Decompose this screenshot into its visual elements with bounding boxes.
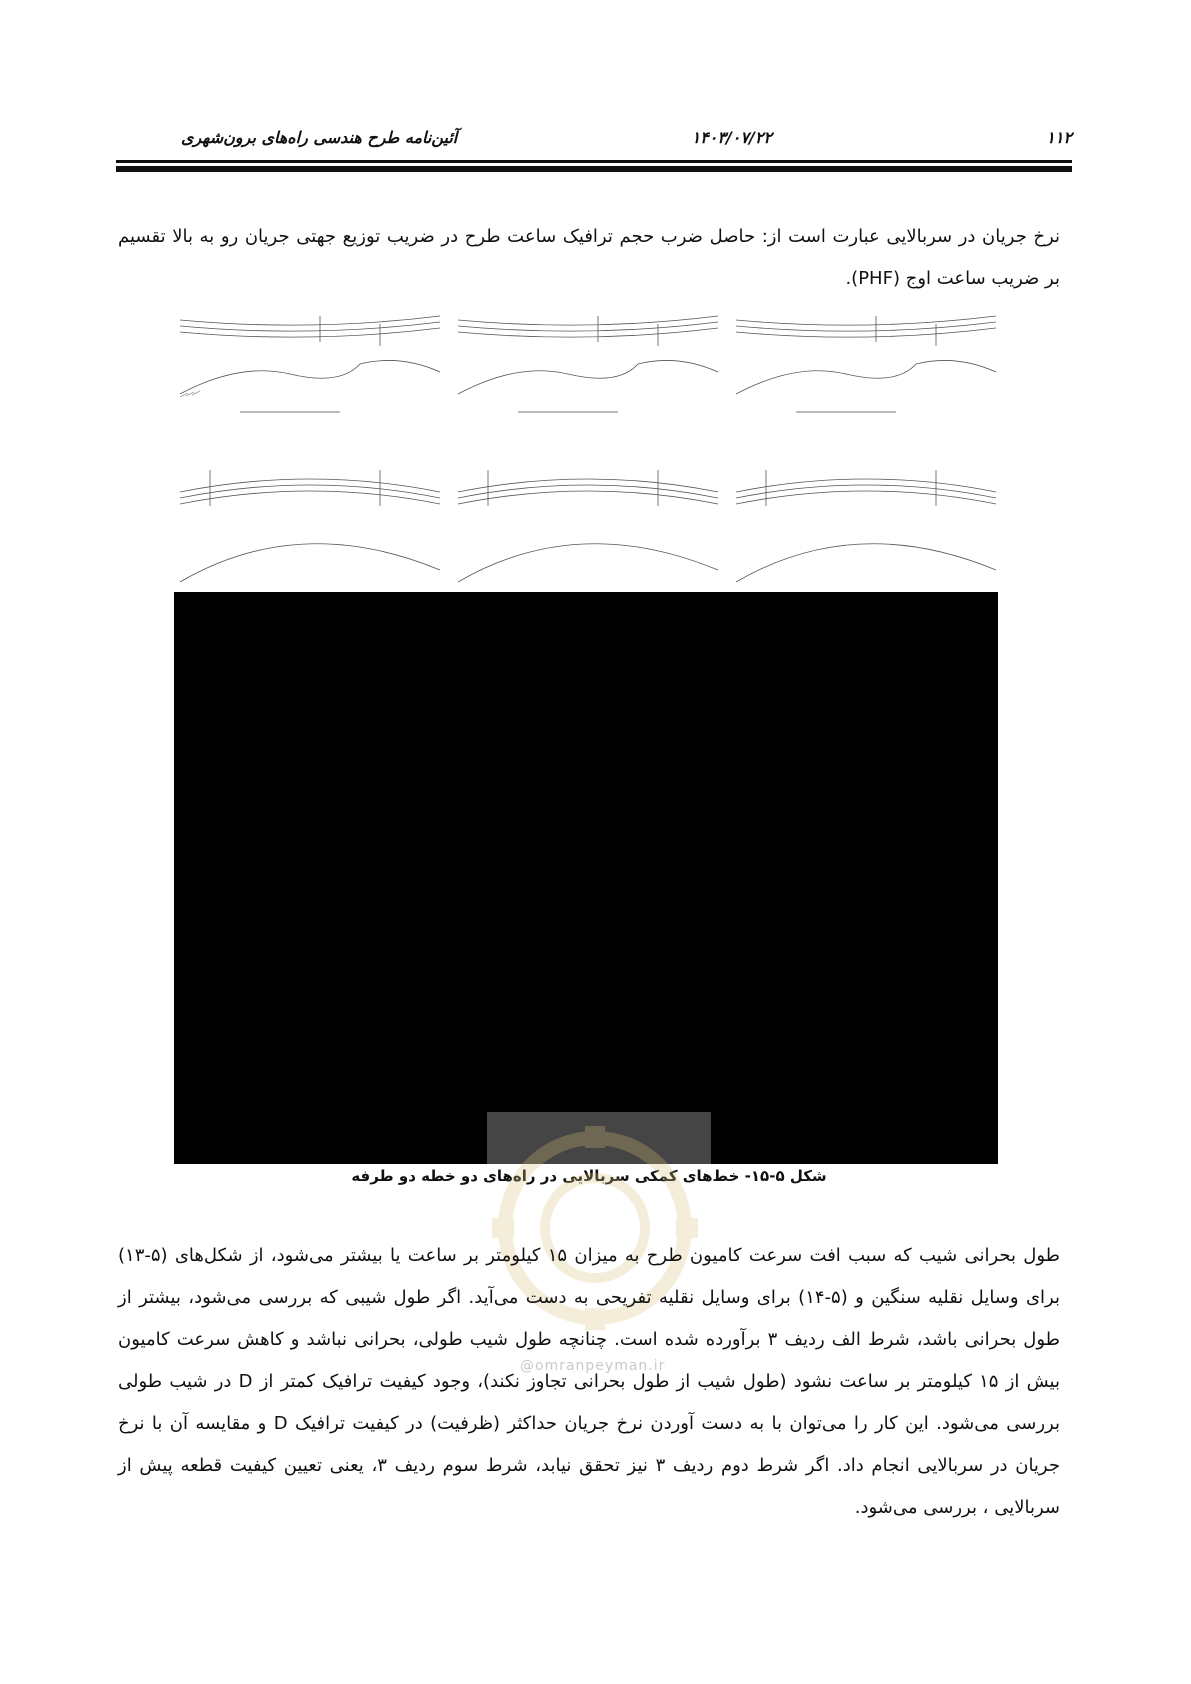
figure-sketches	[180, 302, 998, 594]
watermark-text: @omranpeyman.ir	[520, 1358, 666, 1374]
sketch-a-1	[180, 316, 440, 412]
sketch-a-3	[736, 316, 996, 412]
header-rule-thin	[116, 160, 1072, 163]
header-date: ۱۴۰۳/۰۷/۲۲	[691, 128, 772, 147]
figure-caption: شکل ۵-۱۵- خط‌های کمکی سربالایی در راه‌های دو خطه دو طرفه	[351, 1167, 827, 1185]
sketch-b-3	[736, 470, 996, 594]
running-header	[116, 128, 1072, 156]
page-number: ۱۱۲	[1046, 128, 1072, 147]
paragraph-critical-grade: طول بحرانی شیب که سبب افت سرعت کامیون طرح به میزان ۱۵ کیلومتر بر ساعت یا بیشتر می‌شود، از شکل‌های (۵-۱۳) برای وسایل نقلیه سنگین و (۵-۱۴) برای وسایل نقلیه تفریحی به دست می‌آید. اگر طول شیبی که بررسی می‌شود، بیشتر از طول بحرانی باشد، شرط الف ردیف ۳ برآورده شده است. چنانچه طول شیب طولی، بحرانی نباشد و کاهش سرعت کامیون بیش از ۱۵ کیلومتر بر ساعت نشود (طول شیب از طول بحرانی تجاوز نکند)، وجود کیفیت ترافیک کمتر از D در شیب طولی بررسی می‌شود. این کار را می‌توان با به دست آوردن نرخ جریان حداکثر (ظرفیت) در کیفیت ترافیک D و مقایسه آن با نرخ جریان در سربالایی انجام داد. اگر شرط دوم ردیف ۳ نیز تحقق نیابد، شرط سوم ردیف ۳، یعنی تعیین کیفیت قطعه پیش از سربالایی ، بررسی می‌شود.	[118, 1245, 1061, 1518]
header-title: آئین‌نامه طرح هندسی راه‌های برون‌شهری	[181, 128, 458, 147]
paragraph-flow-rate: نرخ جریان در سربالایی عبارت است از: حاصل ضرب حجم ترافیک ساعت طرح در ضریب توزیع جهتی جریان رو به بالا تقسیم بر ضریب ساعت اوج (PHF).	[118, 226, 1060, 289]
header-rule-thick	[116, 166, 1072, 172]
figure-blacked-out-area	[174, 592, 998, 1164]
sketch-b-2	[458, 470, 718, 594]
sketch-a-2	[458, 316, 718, 412]
sketch-b-1	[180, 470, 440, 594]
